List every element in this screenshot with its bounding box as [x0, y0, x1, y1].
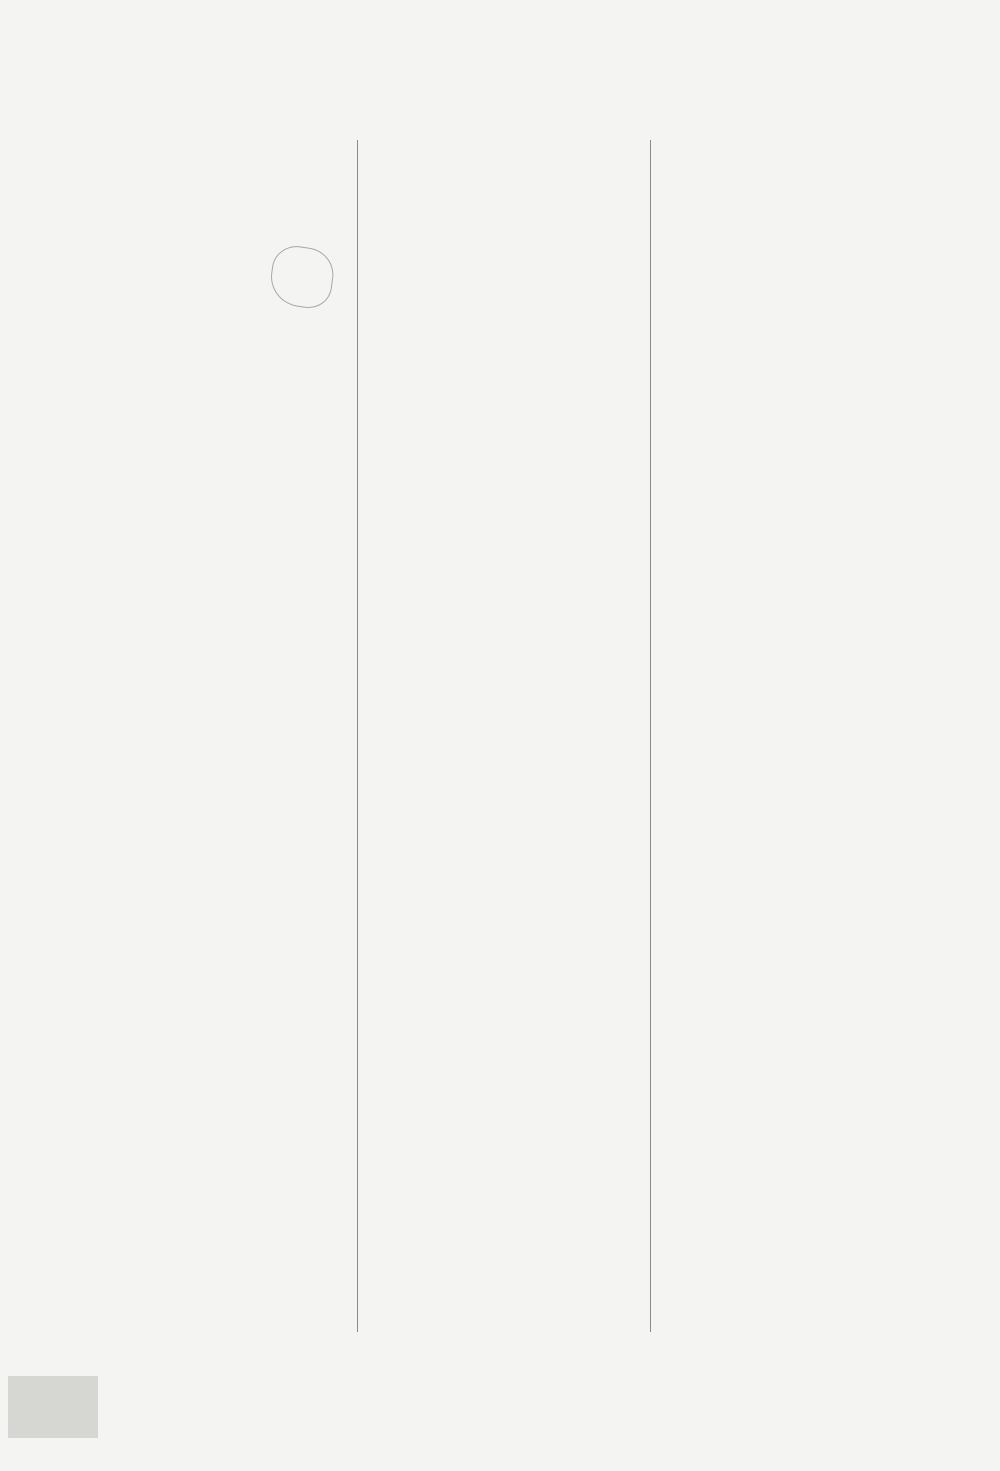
ink-stamp [267, 243, 337, 311]
stamp-line-2 [274, 264, 333, 272]
page-corner-shading [8, 1376, 98, 1438]
column-divider-right [650, 140, 651, 1332]
stamp-line-1 [275, 252, 334, 260]
site-watermark [778, 1380, 993, 1466]
column-divider-left [357, 140, 358, 1332]
